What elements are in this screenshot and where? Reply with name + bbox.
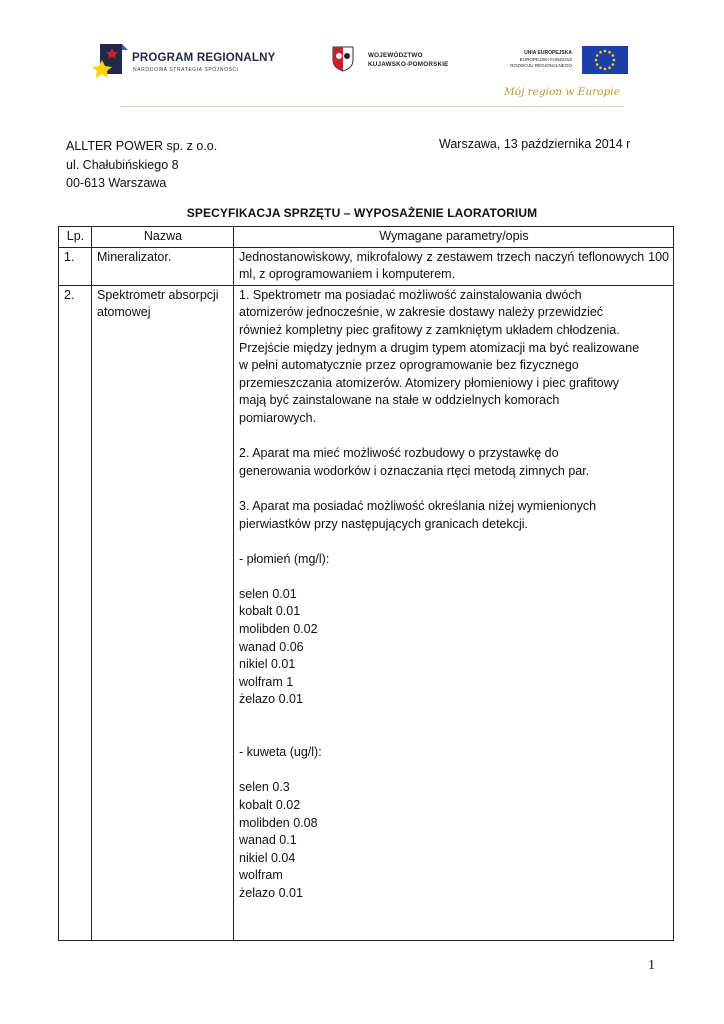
- row2-desc: [234, 285, 674, 940]
- header-lp: Lp.: [59, 227, 92, 248]
- desc-line: 2. Aparat ma mieć możliwość rozbudowy o przystawkę do: [239, 446, 559, 461]
- row1-name: Mineralizator.: [92, 247, 234, 285]
- flame-item: selen 0.01: [239, 586, 297, 601]
- desc-line: pomiarowych.: [239, 410, 317, 425]
- cuvette-label: - kuweta (ug/l):: [239, 745, 322, 760]
- cuvette-item: nikiel 0.04: [239, 850, 296, 865]
- table-header-row: [59, 227, 674, 248]
- table-row: [59, 247, 674, 285]
- program-regionalny-logo: [92, 40, 292, 84]
- flame-item: nikiel 0.01: [239, 657, 296, 672]
- eu-logo: [500, 46, 628, 76]
- row1-desc: Jednostanowiskowy, mikrofalowy z zestawem trzech naczyń teflonowych 100 ml, z oprogramowaniem i komputerem.: [234, 247, 674, 285]
- specification-table: [58, 226, 674, 941]
- header-name: Nazwa: [92, 227, 234, 248]
- flame-item: żelazo 0.01: [239, 692, 303, 707]
- city-address: 00-613 Warszawa: [66, 176, 167, 190]
- document-title: SPECYFIKACJA SPRZĘTU – WYPOSAŻENIE LAORATORIUM: [186, 206, 538, 220]
- desc-line: Przejście między jednym a drugim typem atomizacji ma być realizowane: [239, 340, 640, 355]
- flame-item: wolfram 1: [239, 674, 294, 689]
- desc-line: również kompletny piec grafitowy z zamkniętym układem chłodzenia.: [239, 322, 620, 337]
- flame-label: - płomień (mg/l):: [239, 551, 330, 566]
- program-title: PROGRAM REGIONALNY: [132, 52, 276, 64]
- cuvette-item: żelazo 0.01: [239, 885, 303, 900]
- desc-line: przemieszczania atomizerów. Atomizery płomieniowy i piec grafitowy: [239, 375, 620, 390]
- header-divider: [120, 106, 624, 107]
- cuvette-item: molibden 0.08: [239, 815, 318, 830]
- eu-line1: UNIA EUROPEJSKA: [524, 50, 572, 56]
- flame-item: molibden 0.02: [239, 622, 318, 637]
- voivodeship-line1: WOJEWÓDZTWO: [368, 52, 423, 59]
- desc-line: w pełni automatycznie przez oprogramowanie bez fizycznego: [239, 358, 579, 373]
- cuvette-item: kobalt 0.02: [239, 798, 301, 812]
- program-star-icon: [92, 40, 128, 80]
- recipient-address: [66, 137, 217, 193]
- eu-flag-icon: [582, 46, 628, 74]
- desc-line: generowania wodorków i oznaczania rtęci metodą zimnych par.: [239, 463, 590, 478]
- desc-line: mają być zainstalowane na stałe w oddzielnych komorach: [239, 393, 560, 408]
- table-row: [59, 285, 674, 940]
- street-address: ul. Chałubińskiego 8: [66, 157, 179, 172]
- voivodeship-logo: [332, 46, 472, 76]
- document-date: Warszawa, 13 października 2014 r: [439, 137, 631, 151]
- flame-item: wanad 0.06: [239, 639, 304, 654]
- flame-item: kobalt 0.01: [239, 604, 301, 619]
- eu-line2: EUROPEJSKI FUNDUSZ: [519, 57, 572, 62]
- row2-name: Spektrometr absorpcji atomowej: [92, 285, 234, 940]
- desc-line: atomizerów jednocześnie, w zakresie dostawy należy przewidzieć: [239, 305, 604, 320]
- voivodeship-line2: KUJAWSKO-POMORSKIE: [368, 61, 449, 68]
- header-params: Wymagane parametry/opis: [234, 227, 674, 248]
- document-header: [0, 38, 724, 110]
- eu-line3: ROZWOJU REGIONALNEGO: [510, 63, 572, 68]
- desc-line: 3. Aparat ma posiadać możliwość określania niżej wymienionych: [239, 498, 597, 513]
- desc-line: pierwiastków przy następujących granicach detekcji.: [239, 516, 529, 531]
- company-name: ALLTER POWER sp. z o.o.: [66, 139, 218, 153]
- cuvette-item: wolfram: [239, 868, 283, 883]
- page-number: 1: [648, 958, 655, 973]
- row1-lp: 1.: [59, 247, 92, 285]
- region-motto: Mój region w Europie: [504, 86, 620, 98]
- cuvette-item: selen 0.3: [239, 780, 290, 795]
- desc-line: 1. Spektrometr ma posiadać możliwość zainstalowania dwóch: [239, 287, 582, 302]
- coat-of-arms-icon: [332, 46, 354, 72]
- row2-lp: 2.: [59, 285, 92, 940]
- cuvette-item: wanad 0.1: [239, 833, 297, 848]
- program-subtitle: NARODOWA STRATEGIA SPÓJNOŚCI: [133, 67, 239, 73]
